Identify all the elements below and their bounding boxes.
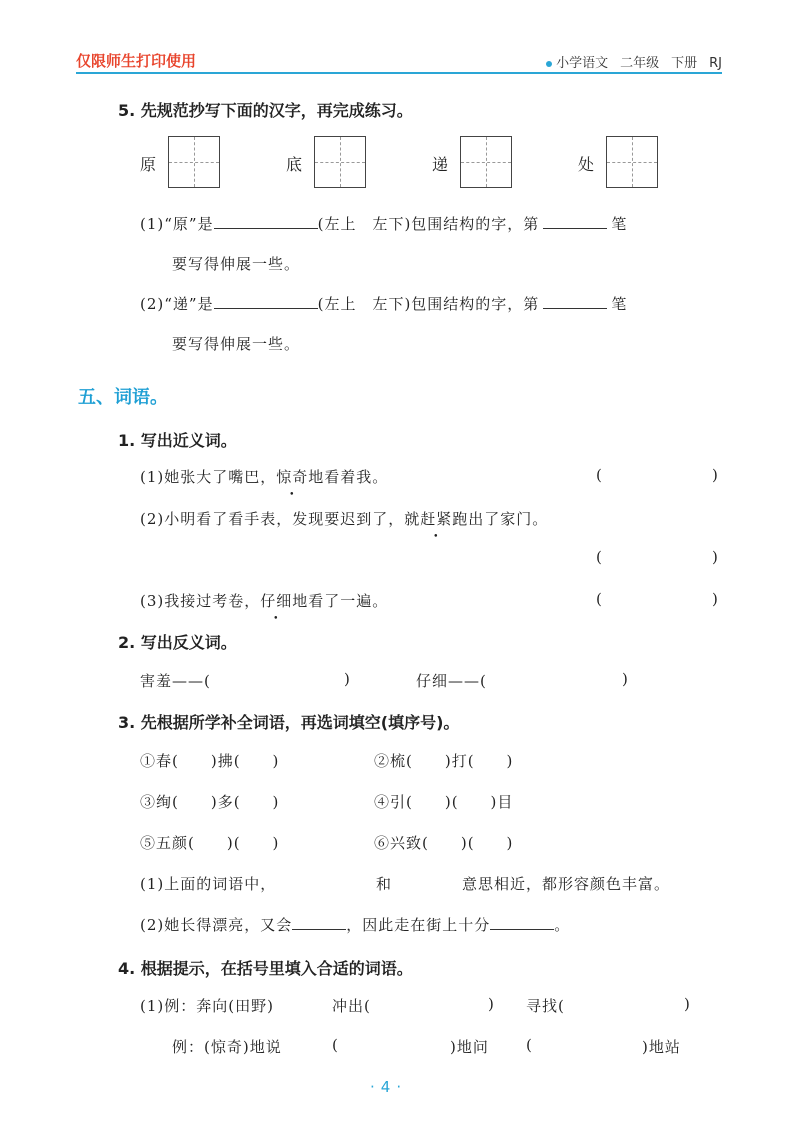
text: 笔 xyxy=(611,295,628,313)
q5-title: 5. 先规范抄写下面的汉字，再完成练习。 xyxy=(118,101,413,120)
header-divider xyxy=(76,72,722,74)
q5-sub1 xyxy=(140,213,627,234)
text: (1)“原”是 xyxy=(140,215,214,233)
bullet-dot-icon xyxy=(546,61,552,67)
w3-s2 xyxy=(140,914,570,935)
writing-box[interactable] xyxy=(606,136,658,188)
header-term: 下册 xyxy=(671,56,698,71)
header-subject: 小学语文 xyxy=(556,56,609,71)
header-meta xyxy=(546,52,722,71)
writing-box[interactable] xyxy=(314,136,366,188)
w2-a: 害羞——( xyxy=(140,672,211,690)
w4-l1-c: ) xyxy=(488,995,495,1013)
page-number-value: 4 xyxy=(380,1078,397,1096)
text: 地看了一遍。 xyxy=(292,592,389,610)
w3-title: 3. 先根据所学补全词语，再选词填空(填序号)。 xyxy=(118,713,460,732)
q5-sub2-cont: 要写得伸展一些。 xyxy=(172,335,301,353)
w4-l1-b: 冲出( xyxy=(332,997,371,1015)
w4-l2-e: )地站 xyxy=(642,1038,681,1056)
char-label: 底 xyxy=(286,155,304,174)
w4-l2-c: )地问 xyxy=(450,1038,489,1056)
w3-item: ①春( )拂( ) xyxy=(140,752,280,770)
answer-blank[interactable] xyxy=(214,214,318,229)
answer-blank[interactable] xyxy=(543,294,607,309)
text: (左上 左下)包围结构的字，第 xyxy=(317,215,540,233)
text: 地看着我。 xyxy=(308,468,389,486)
answer-blank[interactable] xyxy=(490,915,554,930)
w1-line1 xyxy=(140,466,388,487)
paren-open: ( xyxy=(596,590,603,608)
w2-b: 仔细——( xyxy=(416,672,487,690)
text: (2)“递”是 xyxy=(140,295,214,313)
paren-close: ) xyxy=(712,590,719,608)
text: (1)她张大了嘴巴， xyxy=(140,468,277,486)
w2-b-close: ) xyxy=(622,670,629,688)
paren-close: ) xyxy=(712,548,719,566)
text: 。 xyxy=(554,916,571,934)
w1-line3 xyxy=(140,590,388,611)
bullet: · xyxy=(396,1078,408,1096)
dotted-word: 仔细 xyxy=(260,592,293,610)
char-label: 原 xyxy=(140,155,158,174)
w3-s1-a: (1)上面的词语中， xyxy=(140,875,277,893)
text: 跑出了家门。 xyxy=(452,510,549,528)
w3-s1-b: 和 xyxy=(376,875,393,893)
w4-l2-b: ( xyxy=(332,1036,339,1054)
paren-close: ) xyxy=(712,466,719,484)
answer-blank[interactable] xyxy=(214,294,318,309)
w4-l2-a: 例：(惊奇)地说 xyxy=(172,1038,282,1056)
text: (2)小明看了看手表，发现要迟到了，就 xyxy=(140,510,421,528)
paren-open: ( xyxy=(596,548,603,566)
char-label: 处 xyxy=(578,155,596,174)
w3-item: ⑤五颜( )( ) xyxy=(140,834,280,852)
header-edition: RJ xyxy=(709,56,722,71)
answer-blank[interactable] xyxy=(292,915,346,930)
answer-blank[interactable] xyxy=(543,214,607,229)
writing-box[interactable] xyxy=(168,136,220,188)
w4-l1-d: 寻找( xyxy=(526,997,565,1015)
text: (左上 左下)包围结构的字，第 xyxy=(317,295,540,313)
w4-l1-e: ) xyxy=(684,995,691,1013)
page-number xyxy=(370,1078,407,1096)
q5-sub1-cont: 要写得伸展一些。 xyxy=(172,255,301,273)
dotted-word: 惊奇 xyxy=(276,468,309,486)
text: (3)我接过考卷， xyxy=(140,592,261,610)
header-grade: 二年级 xyxy=(620,56,660,71)
w2-title: 2. 写出反义词。 xyxy=(118,633,237,652)
w2-a-close: ) xyxy=(344,670,351,688)
section-title: 五、词语。 xyxy=(78,387,168,408)
w1-line2 xyxy=(140,508,548,529)
w3-item: ②梳( )打( ) xyxy=(374,752,514,770)
writing-box[interactable] xyxy=(460,136,512,188)
w3-item: ③绚( )多( ) xyxy=(140,793,280,811)
w4-l2-d: ( xyxy=(526,1036,533,1054)
w3-item: ④引( )( )目 xyxy=(374,793,514,811)
header-watermark: 仅限师生打印使用 xyxy=(76,52,197,70)
w4-title: 4. 根据提示，在括号里填入合适的词语。 xyxy=(118,959,413,978)
text: 笔 xyxy=(611,215,628,233)
w1-title: 1. 写出近义词。 xyxy=(118,431,237,450)
text: ，因此走在街上十分 xyxy=(346,916,491,934)
q5-sub2 xyxy=(140,293,627,314)
text: (2)她长得漂亮，又会 xyxy=(140,916,293,934)
w4-l1-a: (1)例：奔向(田野) xyxy=(140,997,274,1015)
paren-open: ( xyxy=(596,466,603,484)
char-label: 递 xyxy=(432,155,450,174)
bullet: · xyxy=(370,1078,381,1096)
w3-item: ⑥兴致( )( ) xyxy=(374,834,514,852)
dotted-word: 赶紧 xyxy=(420,510,453,528)
w3-s1-c: 意思相近，都形容颜色丰富。 xyxy=(462,875,671,893)
